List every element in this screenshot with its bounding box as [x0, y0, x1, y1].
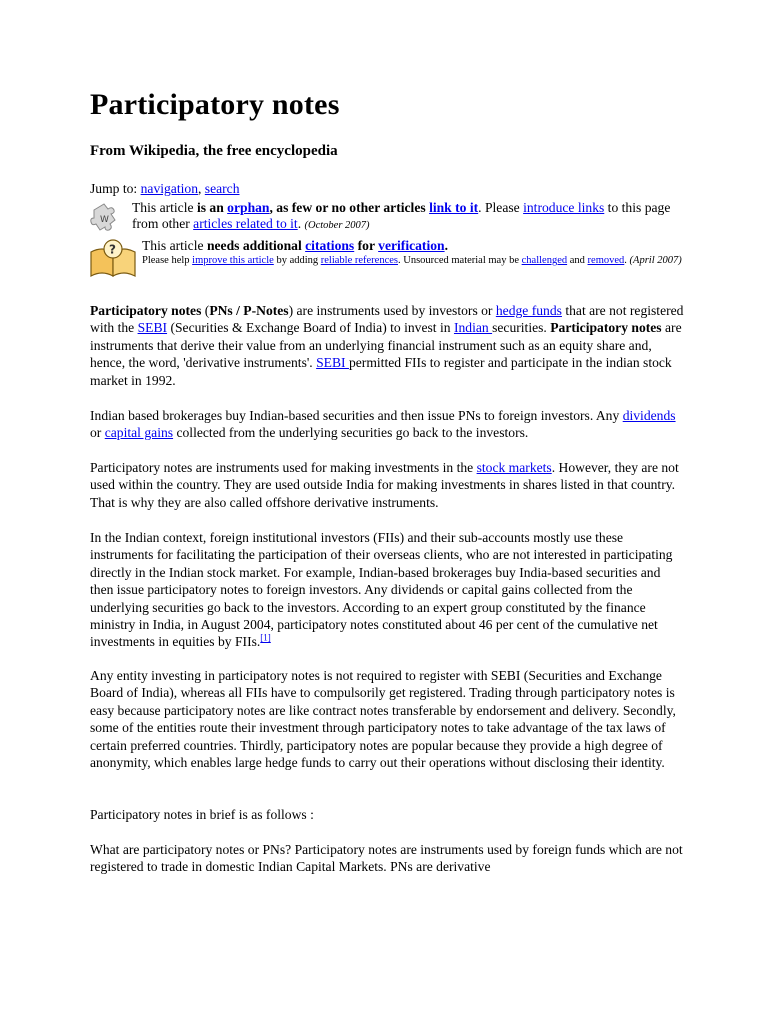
introduce-links-link[interactable]: introduce links: [523, 200, 605, 215]
jump-to-bar: [90, 181, 240, 197]
paragraph-indian-context: In the Indian context, foreign institutional investors (FIIs) and their sub-accounts mostly use these instruments for facilitating the participation of their overseas clients, who are not interested in participating directly in the Indian stock market. For example, Indian-based brokerages buy India-based securities and then issue participatory notes to foreign investors. Any dividends or capital gains collected from the underlying securities go back to the investors. According to an expert group constituted by the finance ministry in India, in August 2004, participatory notes constituted about 46 per cent of the cumulative net investments in equities by FIIs.[1]: [90, 530, 673, 650]
svg-text:W: W: [100, 215, 109, 225]
navigation-link[interactable]: navigation: [140, 181, 198, 196]
citations-notice-date: (April 2007): [629, 255, 682, 266]
verification-link[interactable]: verification: [378, 238, 445, 253]
paragraph-brokerages: Indian based brokerages buy Indian-based securities and then issue PNs to foreign investors. Any dividends or capital gains collected from the underlying securities go back to the investors.: [90, 408, 676, 441]
challenged-link[interactable]: challenged: [521, 255, 568, 266]
indian-link[interactable]: Indian: [453, 320, 493, 336]
orphan-notice-date: (October 2007): [304, 220, 370, 231]
citations-notice-text: This article needs additional citations for verification. Please help improve this article by adding reliable references. Unsourced material may be challenged and removed. (April 2007): [142, 238, 688, 268]
citations-notice: [88, 238, 688, 284]
related-articles-link[interactable]: articles related to it: [193, 216, 298, 231]
paragraph-brief: Participatory notes in brief is as follows :: [90, 807, 314, 822]
jump-separator: ,: [198, 181, 205, 196]
paragraph-intro: Participatory notes (PNs / P-Notes) are instruments used by investors or hedge funds that are not registered with the SEBI (Securities & Exchange Board of India) to invest in Indian securities. Participatory notes are instruments that derive their value from an underlying financial instrument such as an equity share and, hence, the word, 'derivative instruments'. SEBI permitted FIIs to register and participate in the indian stock market in 1992.: [90, 303, 684, 388]
reference-1-link[interactable]: [1]: [260, 632, 271, 643]
site-subtitle: From Wikipedia, the free encyclopedia: [90, 143, 338, 159]
sebi-link-2[interactable]: SEBI: [316, 355, 349, 371]
stock-markets-link[interactable]: stock markets: [476, 460, 552, 475]
page-title: Participatory notes: [90, 88, 340, 121]
jump-to-label: Jump to:: [90, 181, 141, 196]
orphan-notice: [88, 200, 688, 236]
link-to-it-link[interactable]: link to it: [429, 200, 479, 215]
citations-help-text: Please help improve this article by adding reliable references. Unsourced material may be challenged and removed. (April 2007): [142, 255, 682, 266]
sebi-link[interactable]: SEBI: [137, 320, 168, 336]
citations-link[interactable]: citations: [305, 238, 355, 253]
removed-link[interactable]: removed: [587, 255, 625, 266]
paragraph-what-are: What are participatory notes or PNs? Participatory notes are instruments used by foreign funds which are not registered to trade in domestic Indian Capital Markets. PNs are derivative: [90, 842, 683, 875]
capital-gains-link[interactable]: capital gains: [104, 425, 174, 441]
dividends-link[interactable]: dividends: [622, 408, 676, 423]
paragraph-offshore: Participatory notes are instruments used for making investments in the stock markets. However, they are not used within the country. They are used outside India for making investments in shares listed in that country. That is why they are also called offshore derivative instruments.: [90, 460, 679, 510]
search-link[interactable]: search: [204, 181, 240, 196]
paragraph-registration: Any entity investing in participatory notes is not required to register with SEBI (Securities and Exchange Board of India), whereas all FIIs have to compulsorily get registered. Trading through participatory notes is easy because participatory notes are like contract notes transferable by endorsement and delivery. Secondly, some of the entities route their investment through participatory notes to take advantage of the tax laws of certain preferred countries. Thirdly, participatory notes are popular because they provide a high degree of anonymity, which enables large hedge funds to carry out their operations without disclosing their identity.: [90, 668, 676, 771]
puzzle-piece-icon: [88, 200, 128, 240]
svg-text:?: ?: [109, 242, 116, 257]
orphan-notice-text: This article is an orphan, as few or no other articles link to it. Please introduce links to this page from other articles related to it. (October 2007): [132, 200, 671, 231]
orphan-link[interactable]: orphan: [227, 200, 270, 215]
improve-article-link[interactable]: improve this article: [192, 255, 274, 266]
book-question-icon: [88, 238, 138, 284]
hedge-funds-link[interactable]: hedge funds: [495, 303, 562, 318]
reliable-references-link[interactable]: reliable references: [320, 255, 398, 266]
